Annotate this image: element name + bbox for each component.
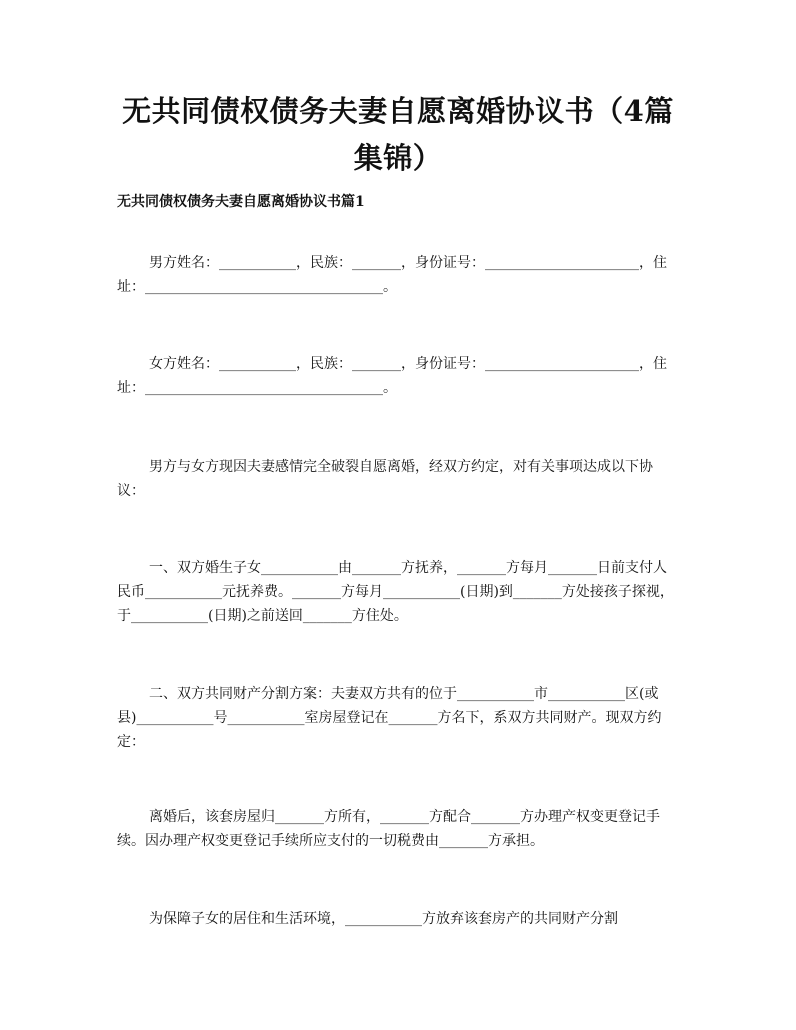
paragraph-male-info: 男方姓名：___________，民族：_______，身份证号：______________________，住址：__________________________________。 <box>117 255 667 295</box>
paragraph-female-info: 女方姓名：___________，民族：_______，身份证号：______________________，住址：__________________________________。 <box>117 356 667 396</box>
paragraph-children-housing: 为保障子女的居住和生活环境，___________方放弃该套房产的共同财产分割 <box>149 911 618 927</box>
document-title: 无共同债权债务夫妻自愿离婚协议书（4篇集锦） <box>122 94 674 175</box>
paragraph-property-division: 二、双方共同财产分割方案：夫妻双方共有的位于___________市___________区(或县)___________号___________室房屋登记在_______方名下，系双方共同财产。现双方约定： <box>117 686 662 750</box>
paragraph-house-ownership: 离婚后，该套房屋归_______方所有，_______方配合_______方办理产权变更登记手续。因办理产权变更登记手续所应支付的一切税费由_______方承担。 <box>117 809 660 849</box>
paragraph-agreement-intro: 男方与女方现因夫妻感情完全破裂自愿离婚，经双方约定，对有关事项达成以下协议： <box>117 459 653 499</box>
paragraph-child-custody: 一、双方婚生子女___________由_______方抚养，_______方每月_______日前支付人民币___________元抚养费。_______方每月___________(日期)到_______方处接孩子探视，于___________(日期)之前送回_______方住处。 <box>117 560 674 624</box>
section-heading: 无共同债权债务夫妻自愿离婚协议书篇1 <box>117 194 365 210</box>
